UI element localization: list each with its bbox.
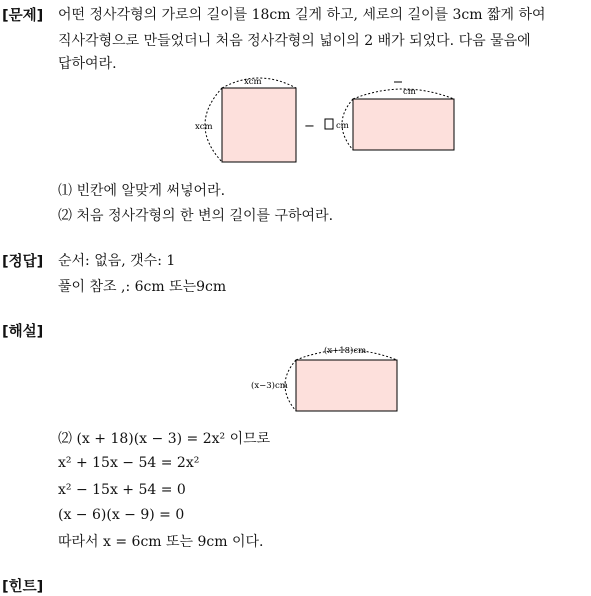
- problem-line-2: 직사각형으로 만들었더니 처음 정사각형의 넓이의 2 배가 되었다. 다음 물음에: [58, 33, 531, 49]
- explanation-line-4: (x − 6)(x − 9) = 0: [58, 507, 185, 523]
- arrow-sign: −: [304, 119, 315, 134]
- hint-label: [힌트]: [2, 579, 44, 595]
- explanation-line-1: ⑵ (x + 18)(x − 3) = 2x² 이므로: [58, 431, 271, 447]
- problem-figure: [190, 72, 470, 168]
- result-rectangle: [296, 360, 397, 411]
- explanation-line-3: x² − 15x + 54 = 0: [58, 482, 186, 498]
- answer-line-1: 순서: 없음, 갯수: 1: [58, 253, 176, 269]
- explanation-line-5: 따라서 x = 6cm 또는 9cm 이다.: [58, 534, 264, 550]
- explanation-label: [해설]: [2, 324, 44, 340]
- problem-label: [문제]: [2, 8, 44, 24]
- question-2: ⑵ 처음 정사각형의 한 변의 길이를 구하여라.: [58, 208, 334, 224]
- result-left-label: (x−3)cm: [251, 381, 288, 391]
- answer-line-2: 풀이 참조 ,: 6cm 또는9cm: [58, 279, 227, 295]
- problem-line-1: 어떤 정사각형의 가로의 길이를 18cm 길게 하고, 세로의 길이를 3cm 짧게 하여: [58, 7, 546, 23]
- explanation-figure: [246, 340, 406, 415]
- rect-top-label: cm: [403, 87, 416, 97]
- rect-left-blank: [325, 119, 333, 129]
- problem-line-3: 답하여라.: [58, 56, 117, 72]
- question-1: ⑴ 빈칸에 알맞게 써넣어라.: [58, 183, 226, 199]
- rect-left-label: cm: [336, 121, 349, 131]
- explanation-line-2: x² + 15x − 54 = 2x²: [58, 455, 200, 471]
- rectangle-shape: [353, 99, 454, 150]
- result-top-label: (x+18)cm: [324, 346, 367, 356]
- square-top-label: xcm: [244, 77, 262, 87]
- square-left-label: xcm: [195, 122, 213, 132]
- square-shape: [222, 88, 296, 162]
- answer-label: [정답]: [2, 254, 44, 270]
